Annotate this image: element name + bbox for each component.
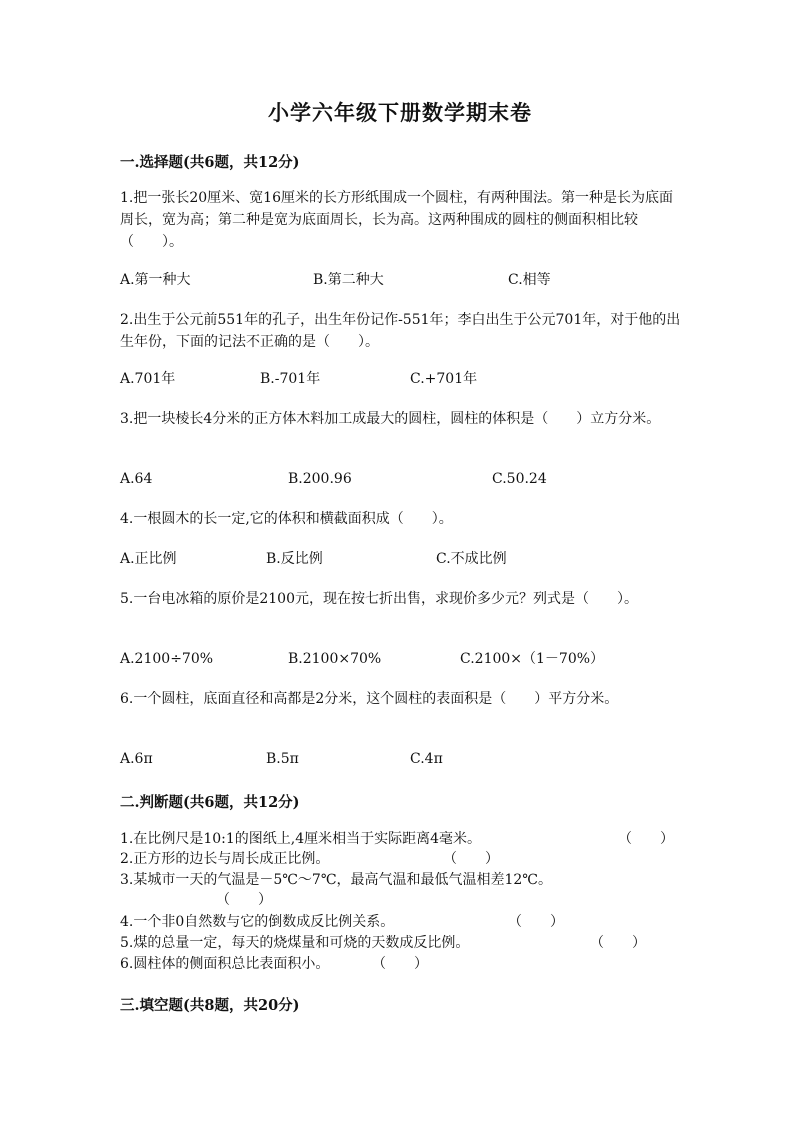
page-title: 小学六年级下册数学期末卷	[268, 100, 532, 125]
section-heading-judge: 二.判断题(共6题，共12分)	[120, 794, 300, 811]
question-text: 3.把一块棱长4分米的正方体木料加工成最大的圆柱，圆柱的体积是（ ）立方分米。	[120, 411, 661, 427]
judge-item: 2.正方形的边长与周长成正比例。	[120, 851, 330, 867]
judge-item: 6.圆柱体的侧面积总比表面积小。	[120, 956, 330, 972]
answer-bracket[interactable]: （ ）	[590, 935, 646, 951]
option-a[interactable]: A.64	[120, 471, 153, 487]
options-row	[120, 748, 685, 770]
option-c[interactable]: C.4π	[410, 751, 443, 767]
judge-item: 3.某城市一天的气温是－5℃～7℃，最高气温和最低气温相差12℃。	[120, 872, 552, 888]
options-row	[120, 548, 685, 570]
option-c[interactable]: C.不成比例	[436, 551, 507, 567]
question-text: 6.一个圆柱，底面直径和高都是2分米，这个圆柱的表面积是（ ）平方分米。	[120, 691, 619, 707]
answer-bracket[interactable]: （ ）	[443, 851, 499, 867]
option-c[interactable]: C.2100×（1－70%）	[460, 651, 605, 667]
answer-bracket[interactable]: （ ）	[618, 831, 674, 847]
option-b[interactable]: B.第二种大	[313, 272, 384, 288]
question-text: 5.一台电冰箱的原价是2100元，现在按七折出售，求现价多少元？列式是（ ）。	[120, 591, 638, 607]
option-a[interactable]: A.6π	[120, 751, 153, 767]
option-c[interactable]: C.50.24	[492, 471, 547, 487]
options-row	[120, 368, 685, 390]
answer-bracket[interactable]: （ ）	[372, 956, 428, 972]
option-b[interactable]: B.-701年	[260, 371, 321, 387]
judge-item: 4.一个非0自然数与它的倒数成反比例关系。	[120, 914, 395, 930]
option-a[interactable]: A.第一种大	[120, 272, 191, 288]
option-c[interactable]: C.+701年	[410, 371, 478, 387]
question-text: 4.一根圆木的长一定,它的体积和横截面积成（ ）。	[120, 511, 453, 527]
option-b[interactable]: B.5π	[266, 751, 299, 767]
option-a[interactable]: A.2100÷70%	[120, 651, 214, 667]
judge-item: 1.在比例尺是10:1的图纸上,4厘米相当于实际距离4毫米。	[120, 831, 482, 847]
option-b[interactable]: B.200.96	[288, 471, 352, 487]
section-heading-fill: 三.填空题(共8题，共20分)	[120, 997, 300, 1014]
judge-item: 5.煤的总量一定，每天的烧煤量和可烧的天数成反比例。	[120, 935, 470, 951]
option-b[interactable]: B.反比例	[266, 551, 323, 567]
option-b[interactable]: B.2100×70%	[288, 651, 382, 667]
answer-bracket[interactable]: （ ）	[216, 892, 272, 908]
options-row	[120, 468, 685, 490]
option-a[interactable]: A.正比例	[120, 551, 177, 567]
option-c[interactable]: C.相等	[508, 272, 551, 288]
options-row	[120, 648, 685, 670]
question-text: 1.把一张长20厘米、宽16厘米的长方形纸围成一个圆柱，有两种围法。第一种是长为底面周长，宽为高；第二种是宽为底面周长，长为高。这两种围成的圆柱的侧面积相比较（ ）。	[120, 190, 673, 250]
options-row	[120, 269, 685, 291]
section-heading-choice: 一.选择题(共6题，共12分)	[120, 154, 300, 171]
question-text: 2.出生于公元前551年的孔子，出生年份记作-551年；李白出生于公元701年，对于他的出生年份，下面的记法不正确的是（ ）。	[120, 312, 681, 350]
answer-bracket[interactable]: （ ）	[508, 914, 564, 930]
option-a[interactable]: A.701年	[120, 371, 176, 387]
